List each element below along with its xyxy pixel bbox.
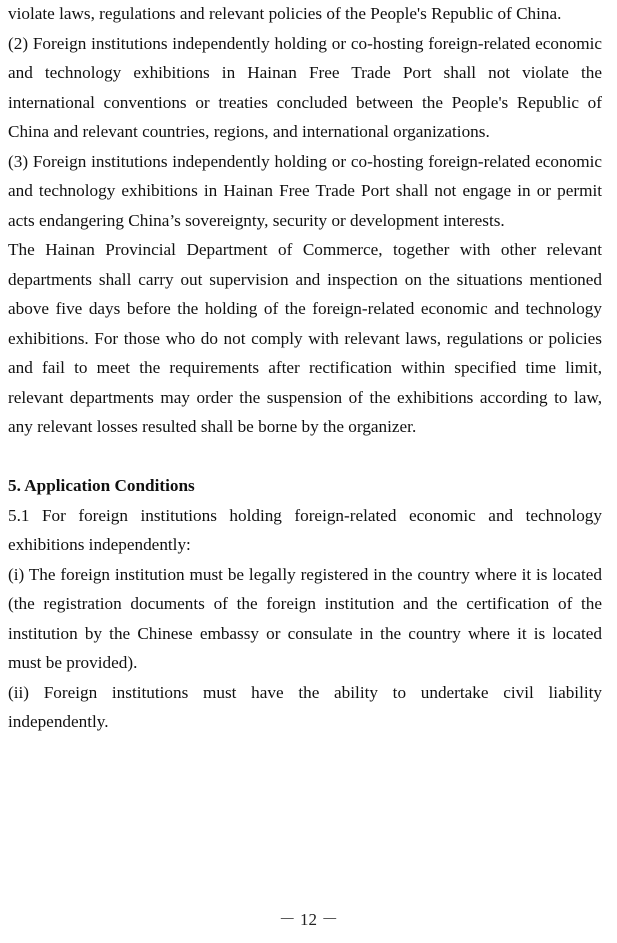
page-number: － 12 － bbox=[278, 910, 339, 929]
paragraph-spacer bbox=[8, 442, 602, 472]
paragraph-continuation: violate laws, regulations and relevant policies of the People's Republic of China. bbox=[8, 4, 562, 23]
paragraph-item-2: (2) Foreign institutions independently holding or co-hosting foreign-related economic and technology exhibitions in Hainan Free Trade Port shall not violate the international conventions or treaties concluded between the People's Republic of China and relevant countries, regions, and international organizations. bbox=[8, 33, 602, 141]
paragraph-supervision: The Hainan Provincial Department of Commerce, together with other relevant departments shall carry out supervision and inspection on the situations mentioned above five days before the holding of the foreign-related economic and technology exhibitions. For those who do not comply with relevant laws, regulations or policies and fail to meet the requirements after rectification within specified time limit, relevant departments may order the suspension of the exhibitions according to law, any relevant losses resulted shall be borne by the organizer. bbox=[8, 240, 602, 436]
section-heading: 5. Application Conditions bbox=[8, 476, 195, 495]
paragraph-item-ii: (ii) Foreign institutions must have the ability to undertake civil liability independently. bbox=[8, 682, 602, 731]
paragraph-item-3: (3) Foreign institutions independently holding or co-hosting foreign-related economic and technology exhibitions in Hainan Free Trade Port shall not engage in or permit acts endangering China’s sovereignty, security or development interests. bbox=[8, 151, 602, 230]
document-page bbox=[8, 0, 602, 737]
paragraph-5-1: 5.1 For foreign institutions holding foreign-related economic and technology exhibitions independently: bbox=[8, 505, 602, 554]
paragraph-item-i: (i) The foreign institution must be legally registered in the country where it is located (the registration documents of the foreign institution and the certification of the institution by the Chinese embassy or consulate in the country where it is located must be provided). bbox=[8, 564, 602, 672]
